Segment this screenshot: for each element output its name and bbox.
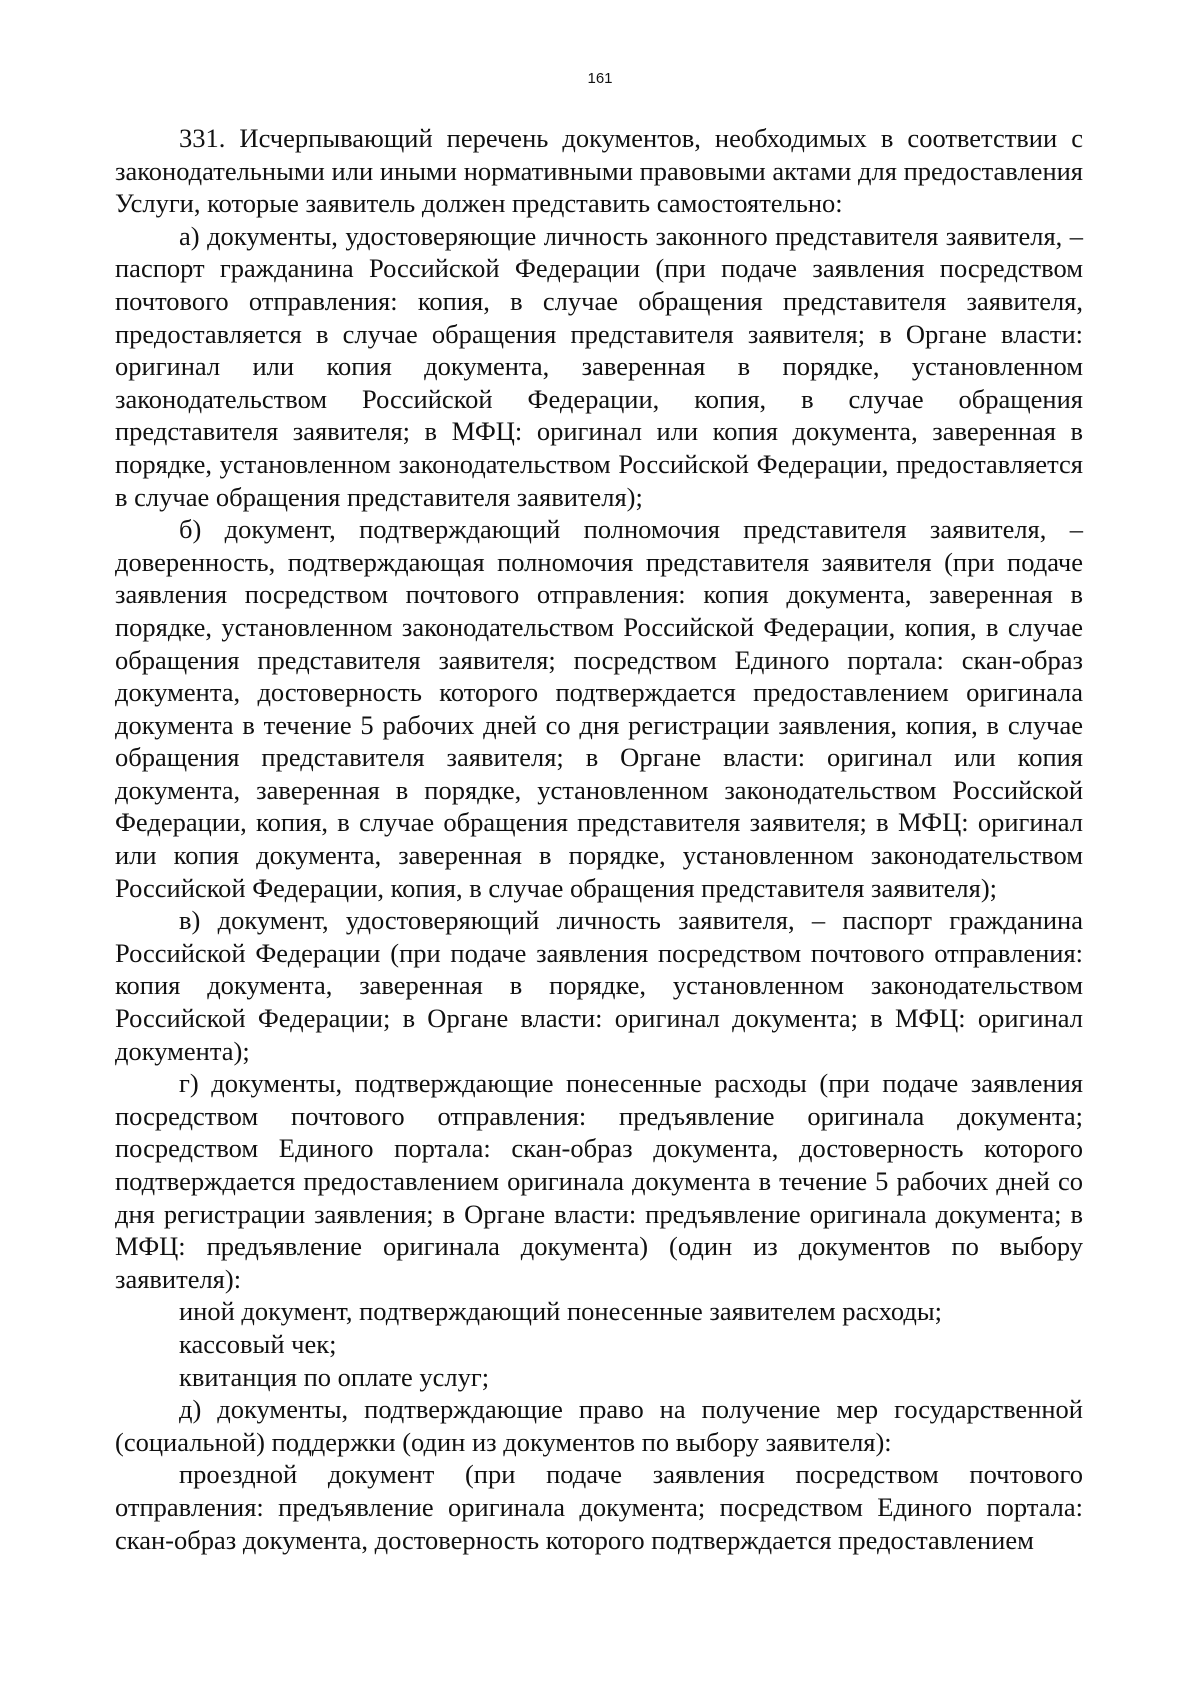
page-number: 161 <box>587 70 613 87</box>
paragraph-item-a: а) документы, удостоверяющие личность законного представителя заявителя, – паспорт гражданина Российской Федерации (при подаче заявления посредством почтового отправления: копия, в случае обращения представителя заявителя, предоставляется в случае обращения представителя заявителя; в Органе власти: оригинал или копия документа, заверенная в порядке, установленном законодательством Российской Федерации, копия, в случае обращения представителя заявителя; в МФЦ: оригинал или копия документа, заверенная в порядке, установленном законодательством Российской Федерации, предоставляется в случае обращения представителя заявителя); <box>115 220 1083 512</box>
document-body <box>115 122 1083 1556</box>
paragraph-item-v: в) документ, удостоверяющий личность заявителя, – паспорт гражданина Российской Федерации (при подаче заявления посредством почтового отправления: копия документа, заверенная в порядке, установленном законодательством Российской Федерации; в Органе власти: оригинал документа; в МФЦ: оригинал документа); <box>115 905 1083 1066</box>
paragraph-item-d: д) документы, подтверждающие право на получение мер государственной (социальной) поддержки (один из документов по выбору заявителя): <box>115 1394 1083 1457</box>
paragraph-item-b: б) документ, подтверждающий полномочия представителя заявителя, – доверенность, подтверждающая полномочия представителя заявителя (при подаче заявления посредством почтового отправления: копия документа, заверенная в порядке, установленном законодательством Российской Федерации, копия, в случае обращения представителя заявителя; посредством Единого портала: скан-образ документа, достоверность которого подтверждается предоставлением оригинала документа в течение 5 рабочих дней со дня регистрации заявления, копия, в случае обращения представителя заявителя; в Органе власти: оригинал или копия документа, заверенная в порядке, установленном законодательством Российской Федерации, копия, в случае обращения представителя заявителя; в МФЦ: оригинал или копия документа, заверенная в порядке, установленном законодательством Российской Федерации, копия, в случае обращения представителя заявителя); <box>115 514 1083 903</box>
paragraph-travel-document: проездной документ (при подаче заявления посредством почтового отправления: предъявление оригинала документа; посредством Единого портала: скан-образ документа, достоверность которого подтверждается предоставлением <box>115 1459 1083 1555</box>
paragraph-item-g: г) документы, подтверждающие понесенные расходы (при подаче заявления посредством почтового отправления: предъявление оригинала документа; посредством Единого портала: скан-образ документа, достоверность которого подтверждается предоставлением оригинала документа в течение 5 рабочих дней со дня регистрации заявления; в Органе власти: предъявление оригинала документа; в МФЦ: предъявление оригинала документа) (один из документов по выбору заявителя): <box>115 1068 1083 1294</box>
paragraph-other-document: иной документ, подтверждающий понесенные заявителем расходы; <box>179 1296 943 1327</box>
paragraph-331-intro: 331. Исчерпывающий перечень документов, необходимых в соответствии с законодательными или иными нормативными правовыми актами для предоставления Услуги, которые заявитель должен представить самостоятельно: <box>115 123 1083 219</box>
paragraph-payment-receipt: квитанция по оплате услуг; <box>179 1361 490 1392</box>
paragraph-cash-receipt: кассовый чек; <box>179 1328 337 1359</box>
